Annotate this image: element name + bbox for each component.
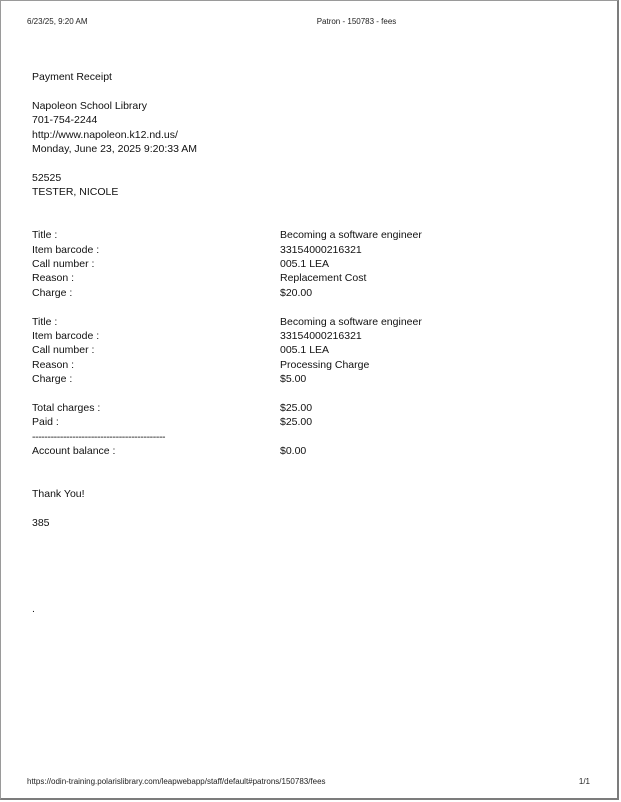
item-charge: $5.00 bbox=[280, 373, 307, 386]
item-charge: $20.00 bbox=[280, 286, 313, 299]
item-call-number: 005.1 LEA bbox=[280, 258, 330, 271]
title-label: Title : bbox=[32, 229, 58, 242]
call-number-label: Call number : bbox=[32, 258, 95, 271]
payment-receipt bbox=[32, 70, 592, 617]
receipt-datetime: Monday, June 23, 2025 9:20:33 AM bbox=[32, 142, 198, 155]
fee-item bbox=[32, 228, 592, 300]
receipt-heading: Payment Receipt bbox=[32, 71, 112, 83]
print-header-title: Patron - 150783 - fees bbox=[316, 17, 397, 26]
library-phone: 701-754-2244 bbox=[32, 114, 98, 127]
reason-label: Reason : bbox=[32, 358, 75, 371]
receipt-code: 385 bbox=[32, 517, 50, 530]
item-reason: Replacement Cost bbox=[280, 272, 367, 285]
patron-barcode: 52525 bbox=[32, 171, 62, 184]
item-reason: Processing Charge bbox=[280, 358, 370, 371]
print-header-date: 6/23/25, 9:20 AM bbox=[27, 17, 88, 26]
reason-label: Reason : bbox=[32, 272, 75, 285]
separator-line: ------------------------------------------- bbox=[32, 430, 166, 443]
item-call-number: 005.1 LEA bbox=[280, 344, 330, 357]
library-website: http://www.napoleon.k12.nd.us/ bbox=[32, 128, 178, 141]
charge-label: Charge : bbox=[32, 286, 73, 299]
item-barcode: 33154000216321 bbox=[280, 243, 362, 256]
title-label: Title : bbox=[32, 315, 58, 328]
item-barcode-label: Item barcode : bbox=[32, 330, 100, 343]
library-name: Napoleon School Library bbox=[32, 99, 147, 112]
call-number-label: Call number : bbox=[32, 344, 95, 357]
account-balance-value: $0.00 bbox=[280, 445, 307, 458]
total-charges-value: $25.00 bbox=[280, 401, 313, 414]
trailing-dot: . bbox=[32, 603, 35, 616]
paid-value: $25.00 bbox=[280, 416, 313, 429]
paid-label: Paid : bbox=[32, 416, 59, 429]
patron-name: TESTER, NICOLE bbox=[32, 186, 119, 199]
item-title: Becoming a software engineer bbox=[280, 315, 422, 328]
thank-you-text: Thank You! bbox=[32, 488, 85, 501]
print-footer-url: https://odin-training.polarislibrary.com/leapwebapp/staff/default#patrons/150783/fees bbox=[27, 777, 326, 786]
fee-item bbox=[32, 315, 592, 387]
print-footer-page-number: 1/1 bbox=[578, 777, 590, 786]
item-barcode-label: Item barcode : bbox=[32, 243, 100, 256]
account-balance-label: Account balance : bbox=[32, 445, 116, 458]
item-barcode: 33154000216321 bbox=[280, 330, 362, 343]
charge-label: Charge : bbox=[32, 373, 73, 386]
total-charges-label: Total charges : bbox=[32, 401, 101, 414]
item-title: Becoming a software engineer bbox=[280, 229, 422, 242]
